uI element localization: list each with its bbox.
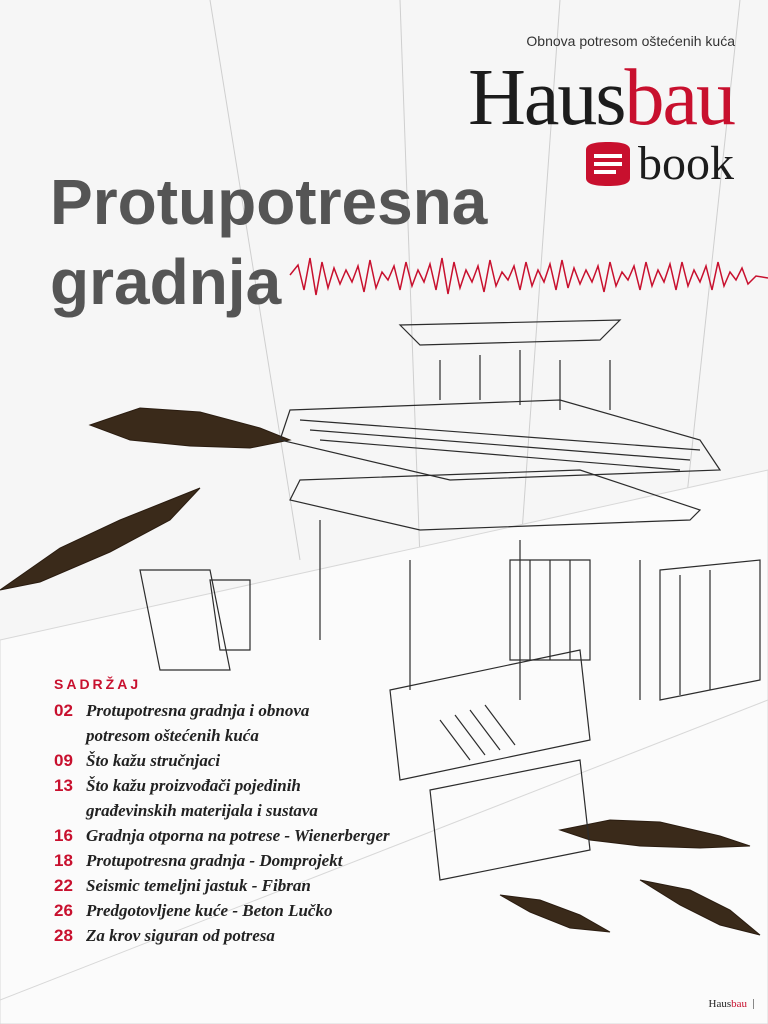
toc-item bbox=[54, 698, 474, 723]
toc-page-number bbox=[54, 723, 86, 748]
footer-logo-haus: Haus bbox=[708, 998, 732, 1010]
toc-page-number: 26 bbox=[54, 901, 73, 920]
toc-item bbox=[54, 773, 474, 798]
footer-divider bbox=[753, 999, 754, 1009]
toc-item bbox=[54, 748, 474, 773]
toc-entry-text: građevinskih materijala i sustava bbox=[86, 801, 318, 820]
logo-part-haus: Haus bbox=[468, 54, 625, 142]
toc-entry-text: Predgotovljene kuće - Beton Lučko bbox=[86, 901, 333, 920]
table-of-contents bbox=[54, 676, 474, 948]
toc-entry-text: Seismic temeljni jastuk - Fibran bbox=[86, 876, 311, 895]
toc-entry-text: Gradnja otporna na potrese - Wienerberger bbox=[86, 826, 390, 845]
footer-logo bbox=[709, 998, 755, 1010]
header-tagline: Obnova potresom oštećenih kuća bbox=[526, 33, 735, 49]
toc-item bbox=[54, 873, 474, 898]
toc-page-number: 18 bbox=[54, 851, 73, 870]
title-line-1: Protupotresna bbox=[50, 166, 488, 238]
logo-sub-text: book bbox=[638, 137, 734, 190]
footer-logo-bau: bau bbox=[731, 998, 747, 1010]
toc-entry-text: Protupotresna gradnja i obnova bbox=[86, 701, 310, 720]
toc-page-number: 28 bbox=[54, 926, 73, 945]
toc-page-number: 22 bbox=[54, 876, 73, 895]
toc-page-number bbox=[54, 798, 86, 823]
toc-entry-text: Što kažu proizvođači pojedinih bbox=[86, 776, 301, 795]
toc-entry-text: Za krov siguran od potresa bbox=[86, 926, 275, 945]
hausbau-logo bbox=[468, 54, 734, 190]
toc-item bbox=[54, 848, 474, 873]
toc-heading: SADRŽAJ bbox=[54, 676, 142, 692]
logo-part-bau: bau bbox=[624, 54, 734, 142]
toc-entry-text: Protupotresna gradnja - Domprojekt bbox=[86, 851, 343, 870]
toc-page-number: 09 bbox=[54, 751, 73, 770]
logo-wordmark bbox=[468, 54, 734, 142]
toc-item bbox=[54, 723, 474, 748]
toc-item bbox=[54, 923, 474, 948]
toc-page-number: 16 bbox=[54, 826, 73, 845]
toc-item bbox=[54, 898, 474, 923]
toc-entry-text: Što kažu stručnjaci bbox=[86, 751, 221, 770]
title-line-2: gradnja bbox=[50, 246, 282, 318]
toc-page-number: 02 bbox=[54, 701, 73, 720]
ebook-icon bbox=[580, 142, 636, 186]
toc-page-number: 13 bbox=[54, 776, 73, 795]
page-title bbox=[50, 162, 487, 322]
toc-entry-text: potresom oštećenih kuća bbox=[86, 726, 259, 745]
ebook-label bbox=[580, 137, 734, 190]
toc-item bbox=[54, 798, 474, 823]
toc-item bbox=[54, 823, 474, 848]
